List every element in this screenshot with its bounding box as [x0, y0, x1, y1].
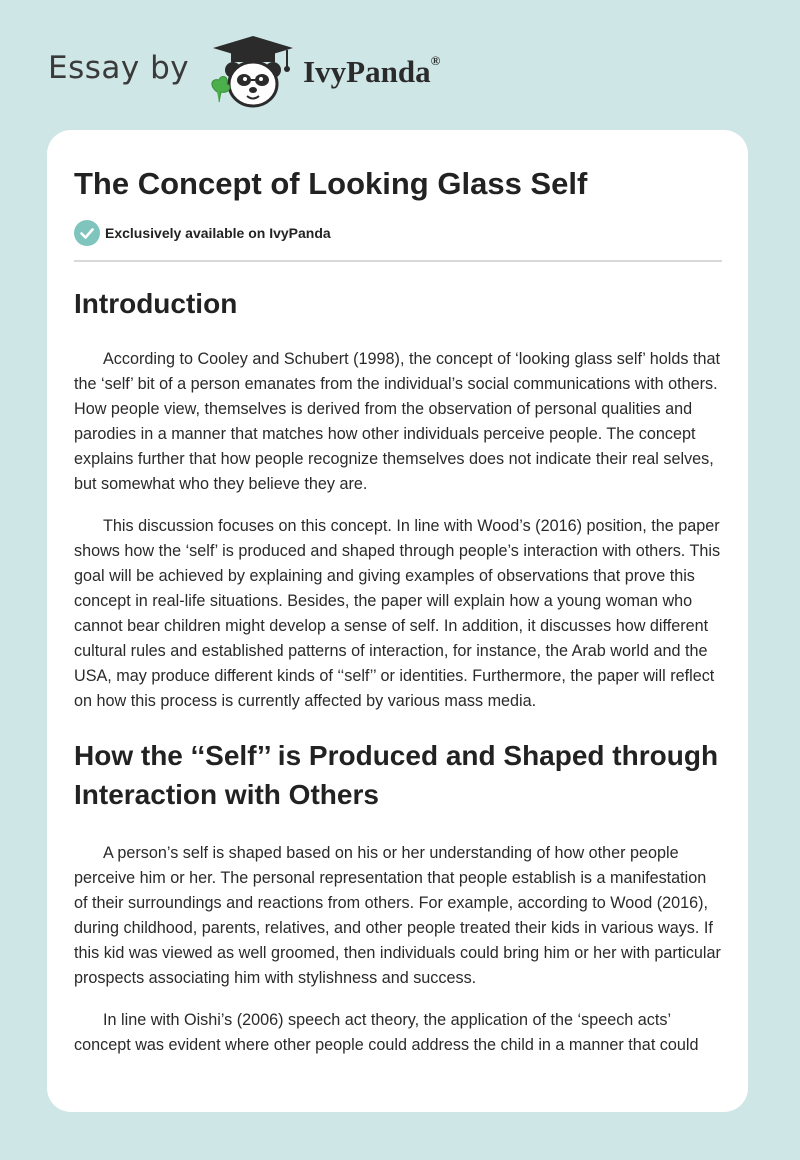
- page-title: The Concept of Looking Glass Self: [74, 166, 588, 201]
- paragraph: According to Cooley and Schubert (1998), the concept of ‘looking glass self’ holds that the ‘self’ bit of a person emanates from the individual’s social communications with others. How people view, themselves is derived from the observation of personal qualities and parodies in a manner that matches how other individuals perceive people. The concept explains further that how people recognize themselves does not indicate their real selves, but somewhat who they believe they are.: [74, 350, 720, 493]
- essay-card: [47, 130, 748, 1112]
- site-header: [48, 34, 440, 110]
- section-heading-introduction: Introduction: [74, 288, 238, 319]
- brand-name[interactable]: IvyPanda®: [303, 52, 441, 89]
- paragraph: In line with Oishi’s (2006) speech act theory, the application of the ‘speech acts’ concept was evident where other people could address the child in a manner that could: [74, 1011, 699, 1054]
- paragraph: A person’s self is shaped based on his or her understanding of how other people perceive him or her. The personal representation that people establish is a manifestation of their surroundings and reactions from others. For example, according to Wood (2016), during childhood, parents, relatives, and other people treated their kids in various ways. If this kid was viewed as well groomed, then individuals could bring him or her with particular prospects associating him with stylishness and success.: [74, 844, 721, 987]
- registered-mark: ®: [430, 52, 441, 68]
- exclusive-badge-label: Exclusively available on IvyPanda: [105, 225, 331, 241]
- check-circle-icon: [74, 220, 100, 246]
- essay-by-label: Essay by: [48, 50, 190, 86]
- section-heading-self-produced: How the ‘‘Self’’ is Produced and Shaped through Interaction with Others: [74, 740, 719, 810]
- exclusive-badge: [74, 220, 722, 246]
- ivypanda-logo-icon[interactable]: [207, 34, 299, 110]
- paragraph: This discussion focuses on this concept. In line with Wood’s (2016) position, the paper shows how the ‘self’ is produced and shaped through people’s interaction with others. This goal will be achieved by explaining and giving examples of observations that prove this concept in real-life situations. Besides, the paper will explain how a young woman who cannot bear children might develop a sense of self. In addition, it discusses how different cultural rules and established patterns of interaction, for instance, the Arab world and the USA, may produce different kinds of ‘‘self’’ or identities. Furthermore, the paper will reflect on how this process is currently affected by various mass media.: [74, 517, 721, 710]
- title-divider: [74, 260, 722, 262]
